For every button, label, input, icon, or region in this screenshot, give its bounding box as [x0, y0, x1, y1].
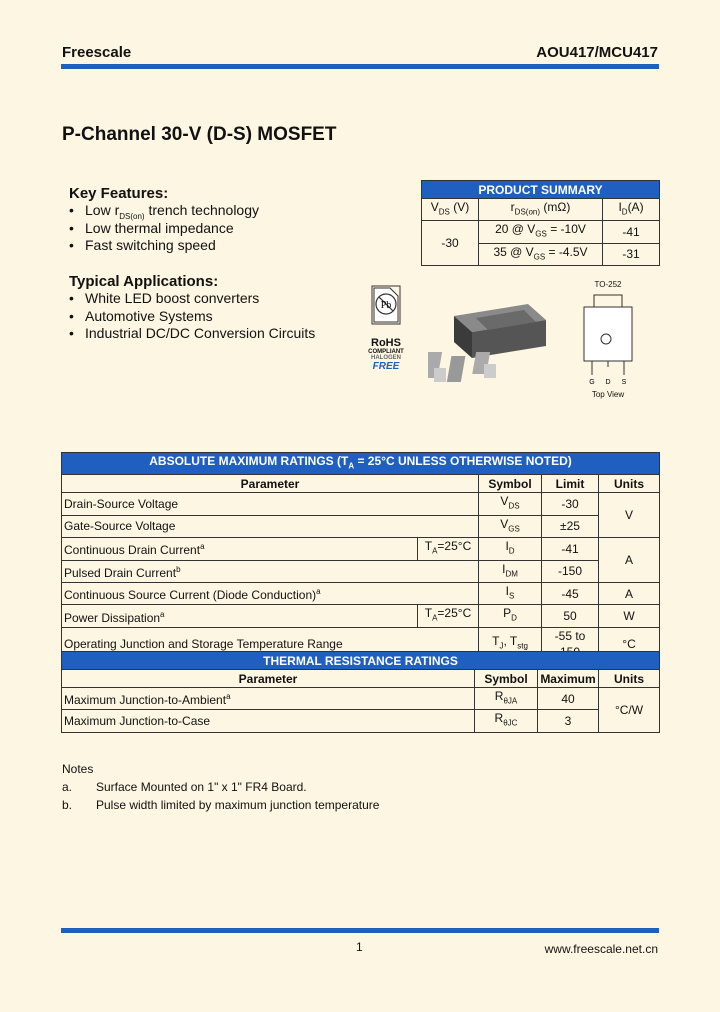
product-summary-table — [421, 180, 660, 266]
list-item: • Industrial DC/DC Conversion Circuits — [69, 325, 316, 341]
rohs-label: RoHS — [371, 337, 401, 349]
thermal-title: THERMAL RESISTANCE RATINGS — [62, 652, 660, 670]
typical-applications — [69, 273, 315, 343]
key-features-list — [69, 202, 259, 255]
package-view-label: Top View — [591, 390, 625, 399]
col-units: Units — [599, 670, 660, 688]
package-name: TO-252 — [594, 280, 622, 289]
table-row: Power Dissipation$^a$ $T_A=25^\circ C$ $P_D$ 50 W — [62, 605, 660, 627]
rohs-logo — [360, 284, 412, 372]
list-item: b. Pulse width limited by maximum junction temperature — [62, 798, 380, 812]
list-item: • Low thermal impedance — [69, 219, 234, 236]
typical-applications-list — [69, 290, 315, 343]
part-number: AOU417/MCU417 — [536, 44, 658, 61]
abs-max-title: ABSOLUTE MAXIMUM RATINGS ($T_A = 25^\circ C$ UNLESS OTHERWISE NOTED) — [62, 453, 660, 475]
header-rule — [61, 64, 659, 69]
table-row: Pulsed Drain Current$^b$ $I_{DM}$ -150 — [62, 560, 660, 582]
thermal-resistance-table — [61, 651, 660, 733]
table-row: Operating Junction and Storage Temperature Range $T_J$, $T_{stg}$ -55 to °C — [62, 627, 660, 660]
svg-text:Pb: Pb — [380, 300, 392, 311]
product-summary-title: PRODUCT SUMMARY — [422, 181, 660, 199]
table-row: Continuous Drain Current$^a$ $T_A=25^\circ C$ $I_D$ -41 A — [62, 538, 660, 560]
col-parameter: Parameter — [62, 670, 475, 688]
pb-free-icon — [360, 284, 412, 332]
footer-rule — [61, 928, 659, 933]
header-vds: $V_{DS}$ (V) — [422, 199, 479, 221]
svg-text:S: S — [621, 379, 627, 385]
key-features — [69, 185, 259, 255]
to252-package-icon — [428, 296, 554, 388]
absolute-max-ratings-table — [61, 452, 660, 661]
notes-heading: Notes — [62, 762, 94, 776]
brand-name: Freescale — [62, 44, 132, 61]
package-photo — [428, 296, 554, 393]
col-limit: Limit — [542, 475, 599, 493]
rohs-free: FREE — [372, 361, 400, 372]
rohs-compliant: COMPLIANT — [368, 349, 404, 355]
table-row: Gate-Source Voltage $V_{GS}$ ±25 — [62, 515, 660, 537]
table-row: 35 @ $V_{GS} = -4.5V$ -31 — [422, 243, 660, 265]
table-row: Drain-Source Voltage $V_{DS}$ -30 V — [62, 493, 660, 515]
col-symbol: Symbol — [475, 670, 538, 688]
list-item: • White LED boost converters — [69, 290, 260, 306]
page-title: P-Channel 30-V (D-S) MOSFET — [62, 124, 337, 145]
notes-section — [62, 760, 379, 814]
table-row: Maximum Junction-to-Case $R_{\theta JC}$ 3 — [62, 710, 660, 732]
vds-value: -30 — [422, 221, 479, 266]
table-row: -30 20 @ $V_{GS} = -10V$ -41 — [422, 221, 660, 243]
list-item: • Low $r_{DS(on)}$ trench technology — [69, 202, 259, 221]
header-rds: $r_{DS(on)}$ (mΩ) — [479, 199, 603, 221]
col-symbol: Symbol — [479, 475, 542, 493]
col-units: Units — [599, 475, 660, 493]
list-item: • Automotive Systems — [69, 307, 213, 324]
svg-text:G: G — [589, 379, 595, 385]
header-id: $I_D(A)$ — [603, 199, 660, 221]
key-features-heading: Key Features: — [69, 185, 169, 202]
table-row: Continuous Source Current (Diode Conduction)$^a$ $I_S$ -45 A — [62, 582, 660, 604]
table-row: Maximum Junction-to-Ambient$^a$ $R_{\theta JA}$ 40 °C/W — [62, 688, 660, 710]
svg-text:D: D — [605, 379, 611, 385]
top-view-outline-icon — [578, 289, 638, 385]
rohs-halogen: HALOGEN — [371, 355, 401, 361]
col-parameter: Parameter — [62, 475, 479, 493]
list-item: • Fast switching speed — [69, 237, 216, 253]
list-item: a. Surface Mounted on 1" x 1" FR4 Board. — [62, 780, 307, 794]
page-number: 1 — [356, 940, 363, 954]
typical-applications-heading: Typical Applications: — [69, 273, 219, 290]
website-url: www.freescale.net.cn — [544, 942, 658, 956]
package-drawing — [578, 280, 638, 399]
col-maximum: Maximum — [538, 670, 599, 688]
